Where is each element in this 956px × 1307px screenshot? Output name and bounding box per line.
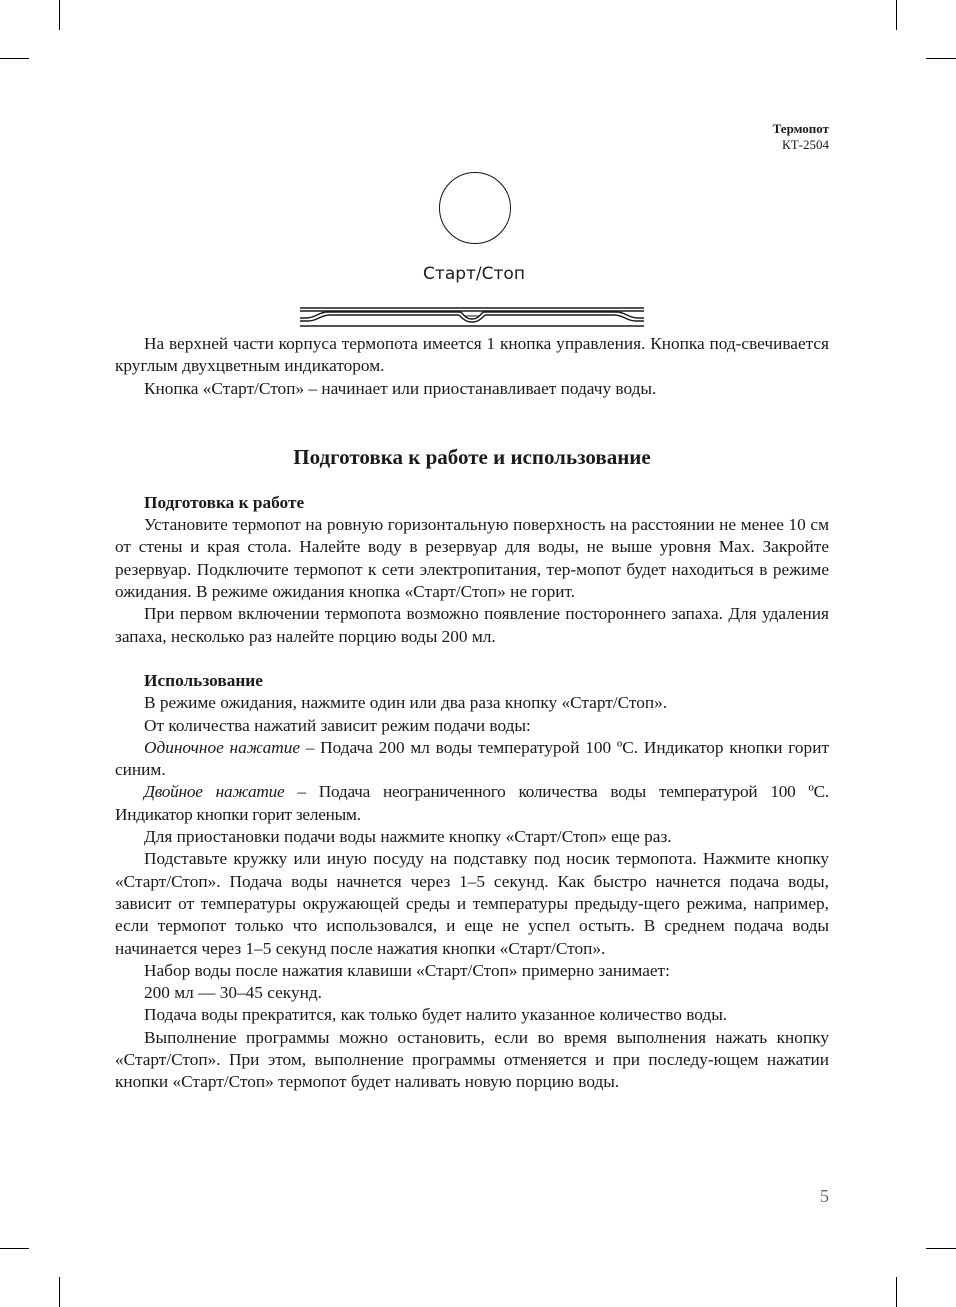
usage-paragraph-8: Выполнение программы можно остановить, если во время выполнения нажать кнопку «Старт/Стоп». При этом, выполнение программы отменяется и при последу-ющем нажатии кнопки «Старт/Стоп» термопот будет наливать новую порцию воды.	[115, 1027, 829, 1092]
running-header	[773, 121, 829, 153]
intro-paragraph-1: На верхней части корпуса термопота имеется 1 кнопка управления. Кнопка под-свечивается круглым двухцветным индикатором.	[115, 334, 829, 376]
crop-mark-bottom-right-h	[926, 1248, 956, 1249]
control-panel-profile-illustration	[300, 306, 646, 328]
header-model: КТ-2504	[782, 137, 829, 152]
single-press-paragraph	[115, 737, 829, 782]
single-press-text: – Подача 200 мл воды температурой 100 ºС. Индикатор кнопки горит синим.	[115, 737, 829, 780]
usage-paragraph-1: В режиме ожидания, нажмите один или два раза кнопку «Старт/Стоп».	[144, 693, 668, 713]
section-title: Подготовка к работе и использование	[293, 444, 651, 469]
usage-paragraph-6: 200 мл — 30–45 секунд.	[144, 983, 322, 1003]
crop-mark-top-right-h	[926, 58, 956, 59]
crop-mark-bottom-left-h	[0, 1248, 29, 1249]
intro-paragraph-2: Кнопка «Старт/Стоп» – начинает или приостанавливает подачу воды.	[144, 378, 657, 398]
usage-paragraph-4: Подставьте кружку или иную посуду на подставку под носик термопота. Нажмите кнопку «Старт/Стоп». Подача воды начнется через 1–5 секунд. Как быстро начнется подача воды, зависит от температуры окружающей среды и температуры предыду-щего режима, например, если термопот только что использовался, и еще не успел остыть. В среднем подача воды начинается через 1–5 секунд после нажатия кнопки «Старт/Стоп».	[115, 849, 829, 958]
header-product: Термопот	[772, 121, 829, 136]
double-press-paragraph	[115, 781, 829, 826]
double-press-text: – Подача неограниченного количества воды температурой 100 ºС. Индикатор кнопки горит зеленым.	[115, 782, 830, 824]
crop-mark-top-left-v	[59, 0, 60, 30]
usage-paragraph-7: Подача воды прекратится, как только будет налито указанное количество воды.	[144, 1005, 728, 1025]
start-stop-button-illustration	[439, 172, 511, 244]
usage-heading: Использование	[144, 670, 263, 690]
page-number: 5	[820, 1186, 829, 1206]
usage-paragraph-5: Набор воды после нажатия клавиши «Старт/Стоп» примерно занимает:	[144, 960, 670, 980]
prep-heading: Подготовка к работе	[144, 492, 305, 512]
usage-paragraph-2: От количества нажатий зависит режим подачи воды:	[144, 715, 531, 735]
crop-mark-bottom-right-v	[896, 1277, 897, 1307]
crop-mark-top-left-h	[0, 58, 29, 59]
crop-mark-top-right-v	[896, 0, 897, 30]
double-press-term: Двойное нажатие	[144, 782, 285, 802]
start-stop-label: Старт/Стоп	[423, 264, 525, 284]
prep-paragraph-1: Установите термопот на ровную горизонтальную поверхность на расстоянии не менее 10 см от стены и края стола. Налейте воду в резервуар для воды, не выше уровня Max. Закройте резервуар. Подключите термопот к сети электропитания, тер-мопот будет находиться в режиме ожидания. В режиме ожидания кнопка «Старт/Стоп» не горит.	[115, 515, 829, 602]
single-press-term: Одиночное нажатие	[144, 737, 301, 757]
crop-mark-bottom-left-v	[59, 1277, 60, 1307]
main-content	[115, 333, 829, 1094]
prep-paragraph-2: При первом включении термопота возможно появление постороннего запаха. Для удаления запаха, несколько раз налейте порцию воды 200 мл.	[115, 604, 829, 646]
usage-paragraph-3: Для приостановки подачи воды нажмите кнопку «Старт/Стоп» еще раз.	[144, 827, 672, 847]
